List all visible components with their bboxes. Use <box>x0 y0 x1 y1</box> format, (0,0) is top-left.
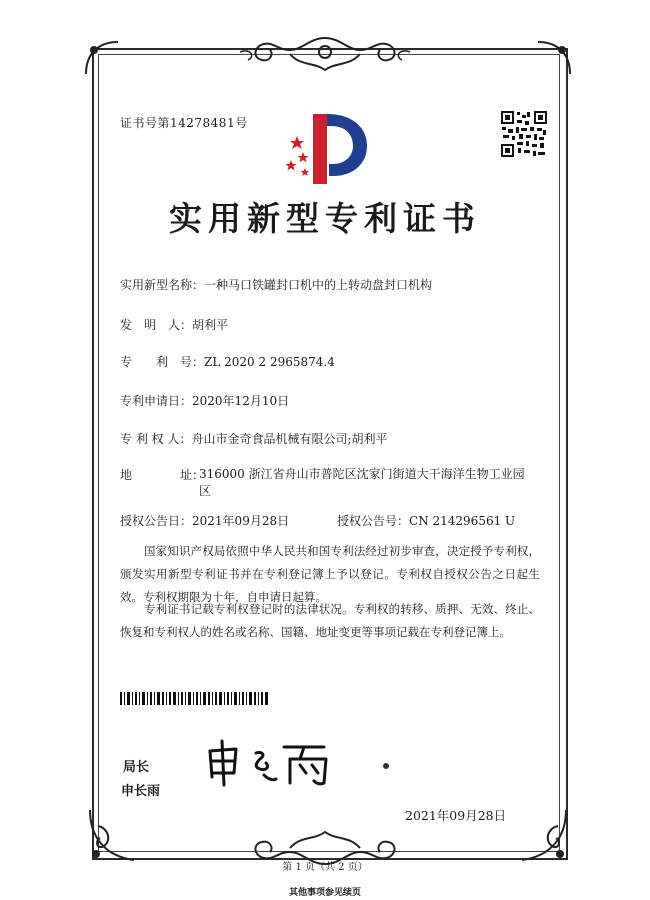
patentee-row <box>120 430 388 447</box>
grant-announce-date-value: 2021年09月28日 <box>192 514 290 528</box>
patent-number-row <box>120 353 335 370</box>
barcode-icon <box>120 692 268 705</box>
patent-number-value: ZL 2020 2 2965874.4 <box>204 355 335 369</box>
signatory-name-label: 申长雨 <box>121 784 161 799</box>
address-label: 地 址： <box>120 468 205 482</box>
corner-ornament-bottom-right-icon <box>516 806 572 866</box>
certificate-number: 证书号第14278481号 <box>120 116 248 130</box>
footer-note: 其他事项参见续页 <box>288 888 361 898</box>
statement-paragraph-1: 国家知识产权局依照中华人民共和国专利法经过初步审查，决定授予专利权，颁发实用新型专利证书并在专利登记簿上予以登记。专利权自授权公告之日起生效。专利权期限为十年，自申请日起算。 <box>120 544 540 604</box>
patentee-value: 舟山市金奇食品机械有限公司;胡利平 <box>191 432 388 446</box>
utility-name-value: 一种马口铁罐封口机中的上转动盘封口机构 <box>204 278 433 292</box>
grant-announce-date-row <box>120 512 289 529</box>
patent-number-label: 专 利 号： <box>120 355 205 369</box>
corner-ornament-top-left-icon <box>82 38 122 78</box>
corner-ornament-top-right-icon <box>534 38 574 78</box>
filing-date-value: 2020年12月10日 <box>192 394 290 408</box>
certificate-title: 实用新型专利证书 <box>169 199 481 238</box>
address-value: 316000 浙江省舟山市普陀区沈家门街道大干海洋生物工业园区 <box>199 467 525 498</box>
grant-announce-number-value: CN 214296561 U <box>409 514 516 528</box>
handwritten-signature-icon <box>200 737 340 789</box>
grant-announce-number-row <box>337 512 515 529</box>
inventor-label: 发 明 人： <box>120 318 193 332</box>
top-ornament-icon <box>230 32 420 74</box>
decorative-dot <box>383 763 389 769</box>
filing-date-label: 专利申请日： <box>120 394 193 408</box>
qr-code-icon <box>500 110 548 158</box>
address-row <box>120 466 204 483</box>
patentee-label: 专 利 权 人： <box>120 432 192 446</box>
corner-ornament-bottom-left-icon <box>84 806 140 866</box>
statement-paragraph-2: 专利证书记载专利权登记时的法律状况。专利权的转移、质押、无效、终止、恢复和专利权人的姓名或名称、国籍、地址变更等事项记载在专利登记簿上。 <box>120 602 540 639</box>
page-number: 第 1 页（共 2 页） <box>282 862 368 873</box>
grant-announce-number-label: 授权公告号： <box>337 514 410 528</box>
filing-date-row <box>120 392 289 409</box>
signatory-title-label: 局长 <box>123 760 150 775</box>
utility-name-row <box>120 276 432 293</box>
issue-date: 2021年09月28日 <box>405 808 507 823</box>
utility-name-label: 实用新型名称： <box>120 278 205 292</box>
inventor-row <box>120 316 228 333</box>
patent-office-emblem-icon <box>283 106 375 188</box>
inventor-value: 胡利平 <box>192 318 229 332</box>
grant-announce-date-label: 授权公告日： <box>120 514 193 528</box>
